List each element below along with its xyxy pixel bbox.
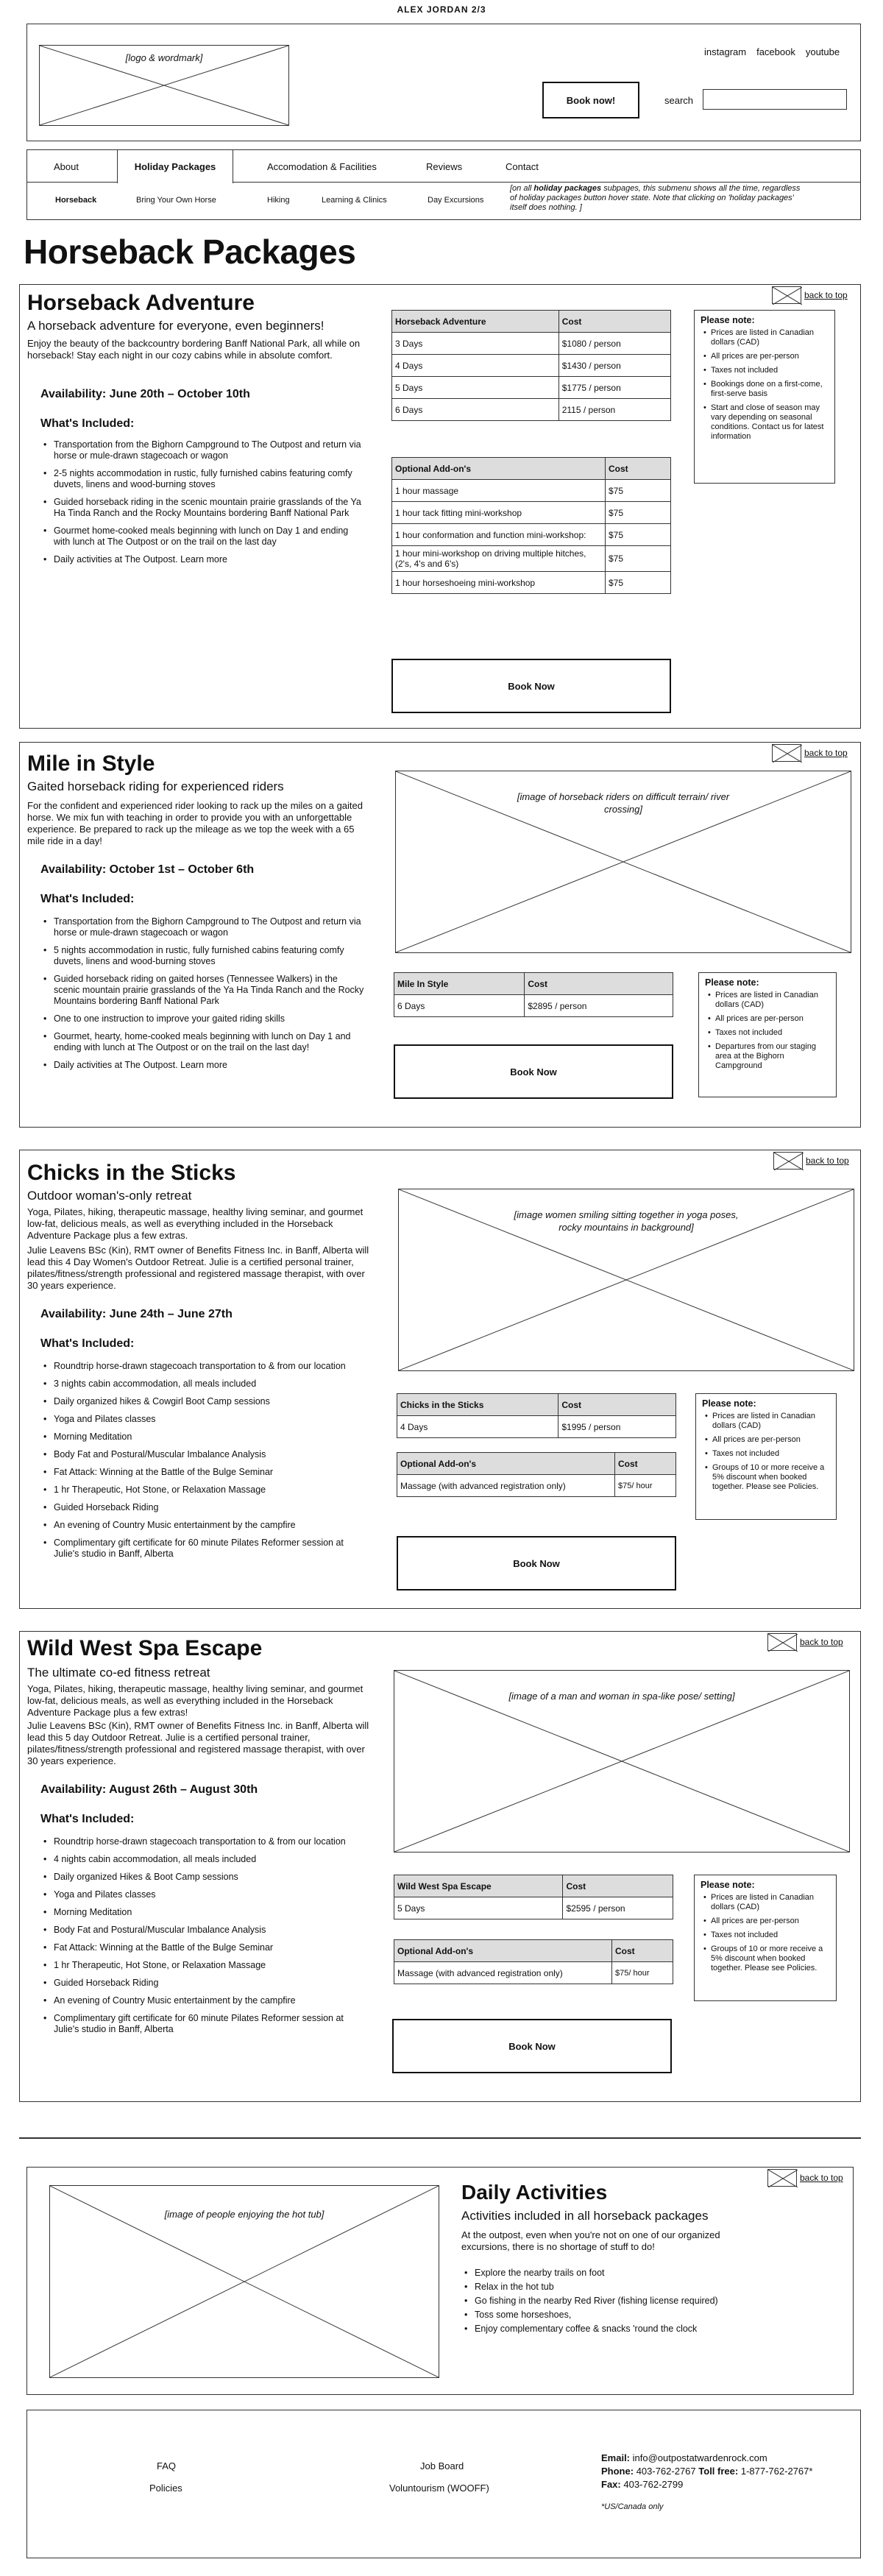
nav-holiday-packages[interactable]: Holiday Packages bbox=[117, 150, 233, 183]
nav-accommodation[interactable]: Accomodation & Facilities bbox=[267, 160, 377, 172]
table-row: 3 Days $1080 / person bbox=[392, 333, 671, 355]
list-item: • Yoga and Pilates classes bbox=[42, 1889, 366, 1900]
table-row: 1 hour conformation and function mini-workshop: $75 bbox=[392, 524, 671, 546]
list-item: • Roundtrip horse-drawn stagecoach transportation to & from our location bbox=[42, 1361, 366, 1372]
book-now-button[interactable]: Book Now bbox=[397, 1536, 676, 1590]
footer-link-job-board[interactable]: Job Board bbox=[420, 2460, 464, 2471]
back-to-top-link[interactable]: back to top bbox=[767, 1633, 843, 1651]
list-item: • Body Fat and Postural/Muscular Imbalance Analysis bbox=[42, 1449, 366, 1460]
list-item: • An evening of Country Music entertainment by the campfire bbox=[42, 1995, 366, 2006]
subnav-horseback[interactable]: Horseback bbox=[55, 196, 97, 205]
image-placeholder: [image of a man and woman in spa-like pose/ setting] bbox=[394, 1670, 850, 1853]
package-subtitle: Outdoor woman's-only retreat bbox=[27, 1189, 192, 1203]
list-item: • Roundtrip horse-drawn stagecoach transportation to & from our location bbox=[42, 1836, 366, 1847]
included-heading: What's Included: bbox=[40, 1813, 135, 1825]
contact-phone: Phone: 403-762-2767 Toll free: 1-877-762-2767* bbox=[601, 2466, 813, 2477]
addon-table: Optional Add-on's Cost Massage (with advanced registration only) $75/ hour bbox=[394, 1939, 673, 1984]
search-label: search bbox=[664, 95, 694, 106]
please-note-box: Please note: • Prices are listed in Canadian dollars (CAD) • All prices are per-person • Taxes not included • Departures from our staging area at the Bighorn Campground bbox=[698, 972, 837, 1097]
book-now-button[interactable]: Book Now bbox=[394, 1044, 673, 1099]
price-table: Horseback Adventure Cost 3 Days $1080 / person 4 Days $1430 / person 5 Days $1775 / person 6 Days 2115 / person bbox=[391, 310, 671, 421]
list-item: • Fat Attack: Winning at the Battle of the Bulge Seminar bbox=[42, 1942, 366, 1953]
image-placeholder: [image women smiling sitting together in yoga poses, rocky mountains in background] bbox=[398, 1189, 854, 1371]
table-row: 1 hour horseshoeing mini-workshop $75 bbox=[392, 572, 671, 594]
site-header bbox=[26, 24, 861, 141]
included-heading: What's Included: bbox=[40, 1337, 135, 1350]
included-list bbox=[42, 916, 366, 1078]
back-to-top-link[interactable]: back to top bbox=[772, 286, 848, 304]
list-item: • Complimentary gift certificate for 60 minute Pilates Reformer session at Julie's studio in Banff, Alberta bbox=[42, 2013, 366, 2035]
social-links bbox=[704, 46, 840, 57]
package-title: Wild West Spa Escape bbox=[27, 1636, 263, 1660]
table-row: 6 Days 2115 / person bbox=[392, 399, 671, 421]
list-item: • 5 nights accommodation in rustic, fully furnished cabins featuring comfy duvets, linens and wood-burning stoves bbox=[42, 945, 366, 967]
list-item: • Body Fat and Postural/Muscular Imbalance Analysis bbox=[42, 1925, 366, 1936]
please-note-box: Please note: • Prices are listed in Canadian dollars (CAD) • All prices are per-person • Taxes not included • Groups of 10 or more receive a 5% discount when booked together. Please see Policies. bbox=[694, 1875, 837, 2001]
search-input[interactable] bbox=[703, 89, 847, 110]
package-description: Yoga, Pilates, hiking, therapeutic massage, healthy living seminar, and gourmet low-fat, delicious meals, as well as everything included in the Horseback Adventure Package plus a few extras! bbox=[27, 1683, 364, 1718]
list-item: • Guided horseback riding in the scenic mountain prairie grasslands of the Ya Ha Tinda Ranch and the Rocky Mountains bordering Banff National Park bbox=[42, 497, 366, 519]
list-item: • 1 hr Therapeutic, Hot Stone, or Relaxation Massage bbox=[42, 1485, 366, 1496]
availability: Availability: August 26th – August 30th bbox=[40, 1783, 258, 1796]
site-footer bbox=[26, 2410, 861, 2558]
nav-about[interactable]: About bbox=[54, 160, 79, 172]
list-item: • Gourmet home-cooked meals beginning with lunch on Day 1 and ending with lunch at The Outpost or on the trail on the last day bbox=[42, 526, 366, 548]
included-list bbox=[42, 1836, 366, 2042]
instagram-link[interactable]: instagram bbox=[704, 46, 747, 57]
package-subtitle: Gaited horseback riding for experienced riders bbox=[27, 779, 284, 793]
package-title: Chicks in the Sticks bbox=[27, 1161, 236, 1185]
included-heading: What's Included: bbox=[40, 417, 135, 430]
daily-activities-list bbox=[463, 2268, 831, 2338]
image-placeholder: [image of horseback riders on difficult terrain/ river crossing] bbox=[395, 771, 851, 953]
price-table: Wild West Spa Escape Cost 5 Days $2595 / person bbox=[394, 1875, 673, 1919]
contact-fax: Fax: 403-762-2799 bbox=[601, 2479, 684, 2490]
table-row: 4 Days $1995 / person bbox=[397, 1416, 676, 1438]
daily-activities-subtitle: Activities included in all horseback packages bbox=[461, 2209, 709, 2223]
list-item: • Transportation from the Bighorn Campground to The Outpost and return via horse or mule-drawn stagecoach or wagon bbox=[42, 916, 366, 938]
list-item: • Daily activities at The Outpost. Learn more bbox=[42, 554, 366, 565]
image-placeholder: [image of people enjoying the hot tub] bbox=[49, 2185, 439, 2378]
package-description: Julie Leavens BSc (Kin), RMT owner of Benefits Fitness Inc. in Banff, Alberta will lead this 4 Day Women's Outdoor Retreat. Julie is a certified personal trainer, pilates/fitness/strength professional and registered massage therapist, with over 30 years experience. bbox=[27, 1245, 369, 1291]
footer-link-faq[interactable]: FAQ bbox=[157, 2460, 177, 2471]
book-now-button[interactable]: Book Now bbox=[391, 659, 671, 713]
list-item: • Relax in the hot tub bbox=[463, 2282, 831, 2293]
included-list bbox=[42, 1361, 366, 1566]
document-title: ALEX JORDAN 2/3 bbox=[397, 4, 486, 15]
subnav-bring-your-own-horse[interactable]: Bring Your Own Horse bbox=[136, 196, 216, 205]
list-item: • Yoga and Pilates classes bbox=[42, 1414, 366, 1425]
subnav-hiking[interactable]: Hiking bbox=[267, 196, 290, 205]
list-item: • 3 nights cabin accommodation, all meals included bbox=[42, 1379, 366, 1390]
back-to-top-link[interactable]: back to top bbox=[767, 2169, 843, 2187]
package-subtitle: The ultimate co-ed fitness retreat bbox=[27, 1666, 210, 1680]
table-row: 5 Days $2595 / person bbox=[394, 1897, 673, 1919]
back-to-top-link[interactable]: back to top bbox=[773, 1152, 849, 1170]
package-mile-in-style bbox=[19, 742, 861, 1128]
contact-info bbox=[601, 2452, 812, 2513]
list-item: • Gourmet, hearty, home-cooked meals beginning with lunch on Day 1 and ending with lunch at The Outpost or on the trail on the last day! bbox=[42, 1031, 366, 1053]
list-item: • Morning Meditation bbox=[42, 1432, 366, 1443]
package-title: Mile in Style bbox=[27, 751, 155, 776]
list-item: • Daily activities at The Outpost. Learn more bbox=[42, 1060, 366, 1071]
footer-link-voluntourism[interactable]: Voluntourism (WOOFF) bbox=[389, 2483, 489, 2494]
daily-activities-title: Daily Activities bbox=[461, 2181, 608, 2204]
list-item: • One to one instruction to improve your gaited riding skills bbox=[42, 1013, 366, 1025]
daily-activities-section bbox=[26, 2167, 854, 2395]
learn-more-link[interactable]: Learn more bbox=[180, 554, 228, 565]
package-horseback-adventure bbox=[19, 284, 861, 729]
list-item: • 2-5 nights accommodation in rustic, fully furnished cabins featuring comfy duvets, linens and wood-burning stoves bbox=[42, 468, 366, 490]
list-item: • Complimentary gift certificate for 60 minute Pilates Reformer session at Julie's studio in Banff, Alberta bbox=[42, 1538, 366, 1560]
table-row: Massage (with advanced registration only) $75/ hour bbox=[397, 1475, 676, 1497]
table-row: 1 hour mini-workshop on driving multiple hitches, (2's, 4's and 6's) $75 bbox=[392, 546, 671, 572]
please-note-box: Please note: • Prices are listed in Canadian dollars (CAD) • All prices are per-person • Taxes not included • Groups of 10 or more receive a 5% discount when booked together. Please see Policies. bbox=[695, 1393, 837, 1520]
included-list bbox=[42, 439, 366, 572]
subnav-annotation: [on all holiday packages subpages, this submenu shows all the time, regardless of holiday packages button hover state. Note that clicking on 'holiday packages' itself does nothing. ] bbox=[510, 184, 801, 212]
list-item: • Guided Horseback Riding bbox=[42, 1502, 366, 1513]
package-subtitle: A horseback adventure for everyone, even beginners! bbox=[27, 319, 325, 333]
logo[interactable] bbox=[39, 45, 289, 126]
contact-email: Email: info@outpostatwardenrock.com bbox=[601, 2452, 767, 2463]
subnav-learning-clinics[interactable]: Learning & Clinics bbox=[322, 196, 387, 205]
table-row: 4 Days $1430 / person bbox=[392, 355, 671, 377]
please-note-box: Please note: • Prices are listed in Canadian dollars (CAD) • All prices are per-person • Taxes not included • Bookings done on a first-come, first-serve basis • Start and close of season may vary depending on seasonal conditions. Contact us for latest information bbox=[694, 310, 835, 484]
price-table: Chicks in the Sticks Cost 4 Days $1995 / person bbox=[397, 1393, 676, 1438]
learn-more-link[interactable]: Learn more bbox=[180, 1060, 228, 1070]
list-item: • Guided Horseback Riding bbox=[42, 1978, 366, 1989]
list-item: • 4 nights cabin accommodation, all meals included bbox=[42, 1854, 366, 1865]
nav-reviews[interactable]: Reviews bbox=[426, 160, 463, 172]
package-chicks-in-the-sticks bbox=[19, 1150, 861, 1609]
list-item: • Explore the nearby trails on foot bbox=[463, 2268, 831, 2279]
main-nav bbox=[26, 149, 861, 220]
addon-table: Optional Add-on's Cost 1 hour massage $75 1 hour tack fitting mini-workshop $75 1 hour conformation and function mini-workshop: $75 1 hour mini-workshop on driving multiple hitches, (2's, 4's and 6's) $75 1 hour horseshoeing mini-workshop $75 bbox=[391, 457, 671, 594]
section-divider bbox=[19, 2137, 861, 2139]
package-wild-west-spa-escape bbox=[19, 1631, 861, 2102]
list-item: • Daily organized Hikes & Boot Camp sessions bbox=[42, 1872, 366, 1883]
nav-contact[interactable]: Contact bbox=[506, 160, 539, 172]
table-row: 6 Days $2895 / person bbox=[394, 995, 673, 1017]
price-table: Mile In Style Cost 6 Days $2895 / person bbox=[394, 972, 673, 1017]
page-title: Horseback Packages bbox=[24, 233, 356, 271]
envelope-icon bbox=[772, 286, 801, 304]
table-row: 5 Days $1775 / person bbox=[392, 377, 671, 399]
package-description: Enjoy the beauty of the backcountry bordering Banff National Park, all while on horseback! Stay each night in our cozy cabins while in absolute comfort. bbox=[27, 338, 361, 361]
list-item: • Guided horseback riding on gaited horses (Tennessee Walkers) in the scenic mountain prairie grasslands of the Ya Ha Tinda Ranch and the Rocky Mountains bordering Banff National Park bbox=[42, 974, 366, 1007]
package-title: Horseback Adventure bbox=[27, 291, 255, 315]
youtube-link[interactable]: youtube bbox=[805, 46, 840, 57]
table-row: Massage (with advanced registration only) $75/ hour bbox=[394, 1962, 673, 1984]
availability: Availability: June 24th – June 27th bbox=[40, 1308, 233, 1320]
envelope-icon bbox=[772, 744, 801, 762]
envelope-icon bbox=[773, 1152, 803, 1170]
header-book-now-button[interactable]: Book now! bbox=[542, 82, 639, 118]
list-item: • Enjoy complementary coffee & snacks 'round the clock bbox=[463, 2324, 831, 2335]
list-item: • Daily organized hikes & Cowgirl Boot Camp sessions bbox=[42, 1396, 366, 1407]
included-heading: What's Included: bbox=[40, 893, 135, 905]
package-description: Julie Leavens BSc (Kin), RMT owner of Benefits Fitness Inc. in Banff, Alberta will lead this 5 day Outdoor Retreat. Julie is a certified personal trainer, pilates/fitness/strength professional and registered massage therapist, with over 30 years experience. bbox=[27, 1720, 369, 1766]
list-item: • An evening of Country Music entertainment by the campfire bbox=[42, 1520, 366, 1531]
list-item: • Fat Attack: Winning at the Battle of the Bulge Seminar bbox=[42, 1467, 366, 1478]
footer-link-policies[interactable]: Policies bbox=[149, 2483, 182, 2494]
package-description: For the confident and experienced rider looking to rack up the miles on a gaited horse. We mix fun with teaching in order to provide you with an unforgettable experience. Be prepared to rack up the mileage as we top the week with a 65 mile ride in a day! bbox=[27, 800, 363, 846]
subnav-day-excursions[interactable]: Day Excursions bbox=[428, 196, 484, 205]
book-now-button[interactable]: Book Now bbox=[392, 2019, 672, 2073]
daily-activities-description: At the outpost, even when you're not on one of our organized excursions, there is no shortage of stuff to do! bbox=[461, 2229, 720, 2252]
availability: Availability: October 1st – October 6th bbox=[40, 863, 255, 876]
list-item: • 1 hr Therapeutic, Hot Stone, or Relaxation Massage bbox=[42, 1960, 366, 1971]
list-item: • Morning Meditation bbox=[42, 1907, 366, 1918]
addon-table: Optional Add-on's Cost Massage (with advanced registration only) $75/ hour bbox=[397, 1452, 676, 1497]
envelope-icon bbox=[767, 2169, 797, 2187]
logo-placeholder-text: [logo & wordmark] bbox=[125, 52, 203, 63]
table-row: 1 hour massage $75 bbox=[392, 480, 671, 502]
list-item: • Toss some horseshoes, bbox=[463, 2310, 831, 2321]
package-description: Yoga, Pilates, hiking, therapeutic massage, healthy living seminar, and gourmet low-fat, delicious meals, as well as everything included in the Horseback Adventure Package plus a few extras. bbox=[27, 1206, 364, 1241]
back-to-top-link[interactable]: back to top bbox=[772, 744, 848, 762]
list-item: • Transportation from the Bighorn Campground to The Outpost and return via horse or mule-drawn stagecoach or wagon bbox=[42, 439, 366, 461]
list-item: • Go fishing in the nearby Red River (fishing license required) bbox=[463, 2296, 831, 2307]
nav-bar bbox=[27, 150, 860, 183]
contact-footnote: *US/Canada only bbox=[601, 2502, 664, 2511]
facebook-link[interactable]: facebook bbox=[756, 46, 795, 57]
table-row: 1 hour tack fitting mini-workshop $75 bbox=[392, 502, 671, 524]
availability: Availability: June 20th – October 10th bbox=[40, 388, 250, 400]
envelope-icon bbox=[767, 1633, 797, 1651]
